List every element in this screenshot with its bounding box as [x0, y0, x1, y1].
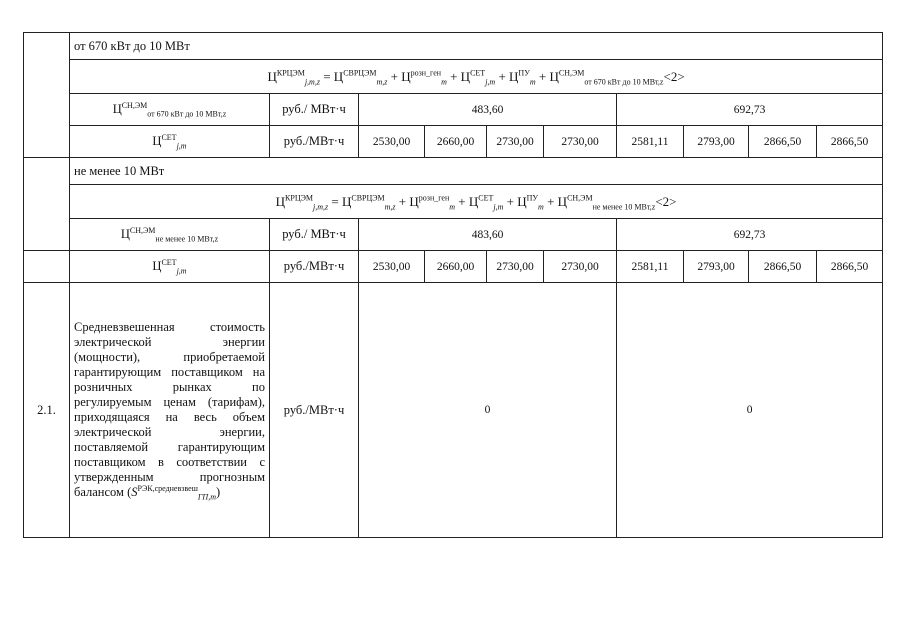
value-cell: 2866,50 [749, 251, 817, 283]
value-cell: 692,73 [617, 219, 883, 251]
formula-row [24, 60, 883, 94]
number-cell-empty [24, 251, 70, 283]
section-heading-row [24, 158, 883, 185]
value-cell: 2730,00 [544, 251, 617, 283]
value-cell: 0 [617, 283, 883, 538]
value-cell: 2793,00 [684, 126, 749, 158]
value-cell: 2581,11 [617, 251, 684, 283]
number-cell-empty [24, 33, 70, 158]
value-cell: 2866,50 [817, 126, 883, 158]
set-symbol: $Ц^{СЕТ}_{j,m}$ [70, 126, 270, 158]
price-formula: $Ц^{КРЦЭМ}_{j,m,z} = Ц^{СВРЦЭМ}_{m,z} + Ц^{розн\_ген}_m + Ц^{СЕТ}_{j,m} + Ц^{ПУ}_m + Ц^{СН,ЭМ}_{не менее 10 МВт,z}<2>$ [70, 185, 883, 219]
unit-cell: руб./ МВт·ч [270, 219, 359, 251]
sn-symbol: $Ц^{СН,ЭМ}_{от 670 кВт до 10 МВт,z}$ [70, 94, 270, 126]
unit-cell: руб./МВт·ч [270, 126, 359, 158]
value-cell: 2530,00 [359, 251, 425, 283]
sn-price-row [24, 94, 883, 126]
section-heading-row [24, 33, 883, 60]
sn-symbol: $Ц^{СН,ЭМ}_{не менее 10 МВт,z}$ [70, 219, 270, 251]
section-heading: не менее 10 МВт [70, 158, 883, 185]
value-cell: 2660,00 [425, 251, 487, 283]
set-price-row [24, 126, 883, 158]
item-number: 2.1. [24, 283, 70, 538]
unit-cell: руб./ МВт·ч [270, 94, 359, 126]
sn-price-row [24, 219, 883, 251]
item-row [24, 283, 883, 538]
value-cell: 2581,11 [617, 126, 684, 158]
set-symbol: $Ц^{СЕТ}_{j,m}$ [70, 251, 270, 283]
value-cell: 483,60 [359, 219, 617, 251]
set-price-row [24, 251, 883, 283]
unit-cell: руб./МВт·ч [270, 251, 359, 283]
value-cell: 2530,00 [359, 126, 425, 158]
value-cell: 2660,00 [425, 126, 487, 158]
price-formula: $Ц^{КРЦЭМ}_{j,m,z} = Ц^{СВРЦЭМ}_{m,z} + Ц^{розн\_ген}_m + Ц^{СЕТ}_{j,m} + Ц^{ПУ}_m + Ц^{СН,ЭМ}_{от 670 кВт до 10 МВт,z}<2>$ [70, 60, 883, 94]
item-description: Средневзвешенная стоимость электрической энергии (мощности), приобретаемой гарантирующим поставщиком на розничных рынках по регулируемым ценам (тарифам), приходящаяся на весь объем электрической энергии, поставляемой гарантирующим поставщиком в соответствии с утвержденным прогнозным балансом $(S^{РЭК,средневзвеш}_{ГП,m})$ [70, 283, 270, 538]
value-cell: 0 [359, 283, 617, 538]
value-cell: 2730,00 [487, 126, 544, 158]
value-cell: 483,60 [359, 94, 617, 126]
unit-cell: руб./МВт·ч [270, 283, 359, 538]
value-cell: 2730,00 [487, 251, 544, 283]
formula-row [24, 185, 883, 219]
value-cell: 692,73 [617, 94, 883, 126]
value-cell: 2793,00 [684, 251, 749, 283]
value-cell: 2866,50 [817, 251, 883, 283]
value-cell: 2730,00 [544, 126, 617, 158]
tariff-table [23, 32, 883, 538]
value-cell: 2866,50 [749, 126, 817, 158]
number-cell-empty [24, 158, 70, 251]
section-heading: от 670 кВт до 10 МВт [70, 33, 883, 60]
